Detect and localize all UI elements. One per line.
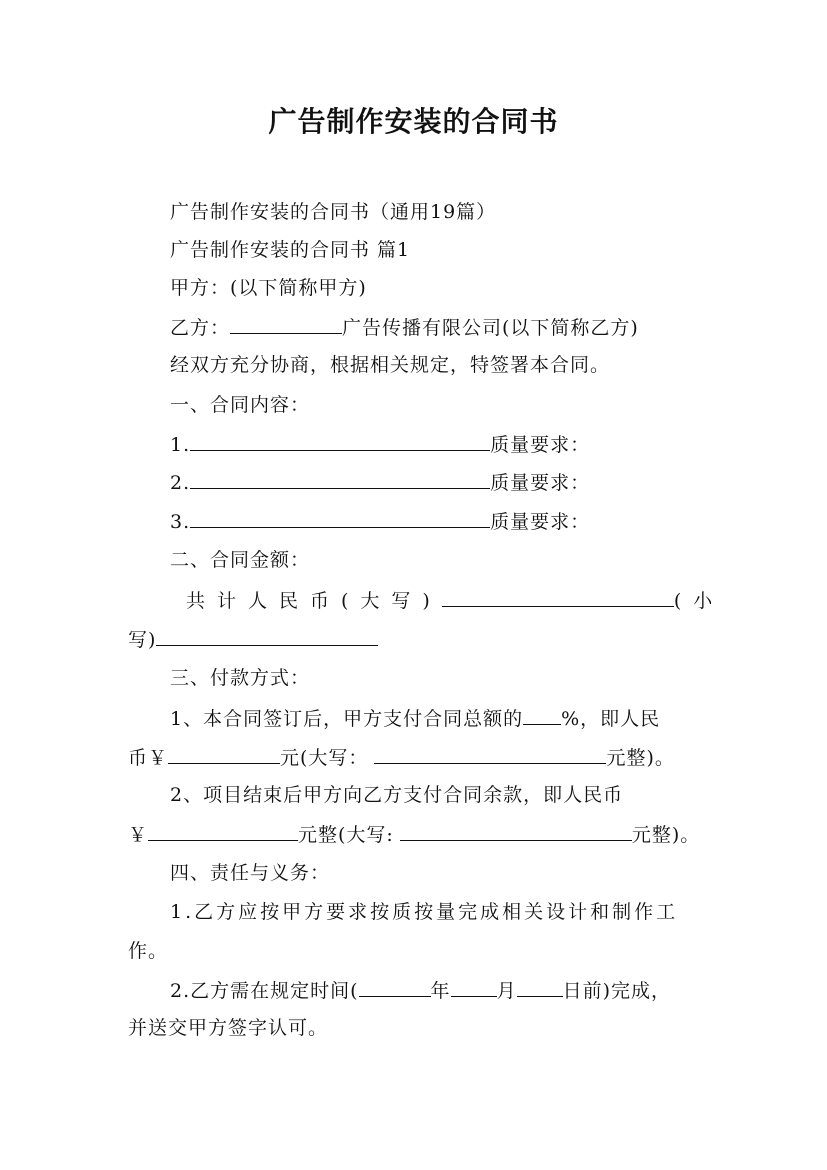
item-label: 质量要求： [490,511,591,533]
payment-2-amount-blank [148,822,298,841]
duty-2-text: 2.乙方需在规定时间( [170,980,359,1002]
payment-2-currency: ￥ [128,824,149,846]
item-number: 2. [170,472,191,494]
party-a: 甲方：(以下简称甲方) [170,277,367,299]
content-item-2 [170,470,710,495]
duty-1-line-1: 1.乙方应按甲方要求按质按量完成相关设计和制作工 [170,901,679,923]
payment-2-uppercase-label: 元整(大写: [298,824,394,846]
amount-line2-prefix: 写) [128,629,157,651]
item-number: 3. [170,511,191,533]
party-b-suffix: 广告传播有限公司(以下简称乙方) [342,317,639,339]
payment-1-text-b: %，即人民 [561,708,661,730]
piece-heading: 广告制作安装的合同书 篇1 [170,239,411,261]
duty-2-line-2: 并送交甲方签字认可。 [128,1017,329,1039]
item-number: 1. [170,434,191,456]
duty-2-line-1 [170,978,710,1003]
amount-line-1 [186,588,725,613]
content-item-1 [170,432,710,457]
section-4-heading: 四、责任与义务： [170,862,331,884]
party-b [170,315,710,340]
payment-1-uppercase-blank [374,745,606,764]
payment-1-line-2 [128,745,708,770]
section-1-heading: 一、合同内容： [170,394,311,416]
amount-suffix: (小 [673,590,725,612]
day-label: 日前)完成， [562,980,671,1002]
payment-2-end: 元整)。 [631,824,701,846]
payment-2-uppercase-blank [400,822,632,841]
amount-prefix: 共计人民币(大写) [186,590,442,612]
payment-1-currency: 币￥ [128,747,169,769]
item-label: 质量要求： [490,434,591,456]
payment-1-end: 元整)。 [606,747,675,769]
subtitle: 广告制作安装的合同书（通用19篇） [170,201,497,223]
payment-2-line-1: 2、项目结束后甲方向乙方支付合同余款，即人民币 [170,784,624,806]
section-2-heading: 二、合同金额： [170,549,311,571]
item-blank [190,509,490,528]
day-blank [517,978,563,997]
item-label: 质量要求： [490,472,591,494]
amount-uppercase-blank [442,588,674,607]
payment-1-uppercase-label: 元(大写： [280,747,369,769]
content-item-3 [170,509,710,534]
party-b-prefix: 乙方： [170,317,231,339]
amount-lowercase-blank [156,627,378,646]
year-blank [359,978,431,997]
percent-blank [523,706,561,725]
item-blank [190,432,490,451]
payment-2-line-2 [128,822,708,847]
section-3-heading: 三、付款方式： [170,667,311,689]
payment-1-line-1 [170,706,710,731]
party-b-blank [230,315,342,334]
payment-1-amount-blank [168,745,280,764]
month-blank [451,978,497,997]
payment-1-text: 1、本合同签订后，甲方支付合同总额的 [170,708,524,730]
month-label: 月 [496,980,517,1002]
duty-1-line-2: 作。 [128,940,169,962]
intro-text: 经双方充分协商，根据相关规定，特签署本合同。 [170,354,611,376]
amount-line-2 [128,627,708,652]
year-label: 年 [430,980,451,1002]
document-title: 广告制作安装的合同书 [268,105,559,138]
item-blank [190,470,490,489]
